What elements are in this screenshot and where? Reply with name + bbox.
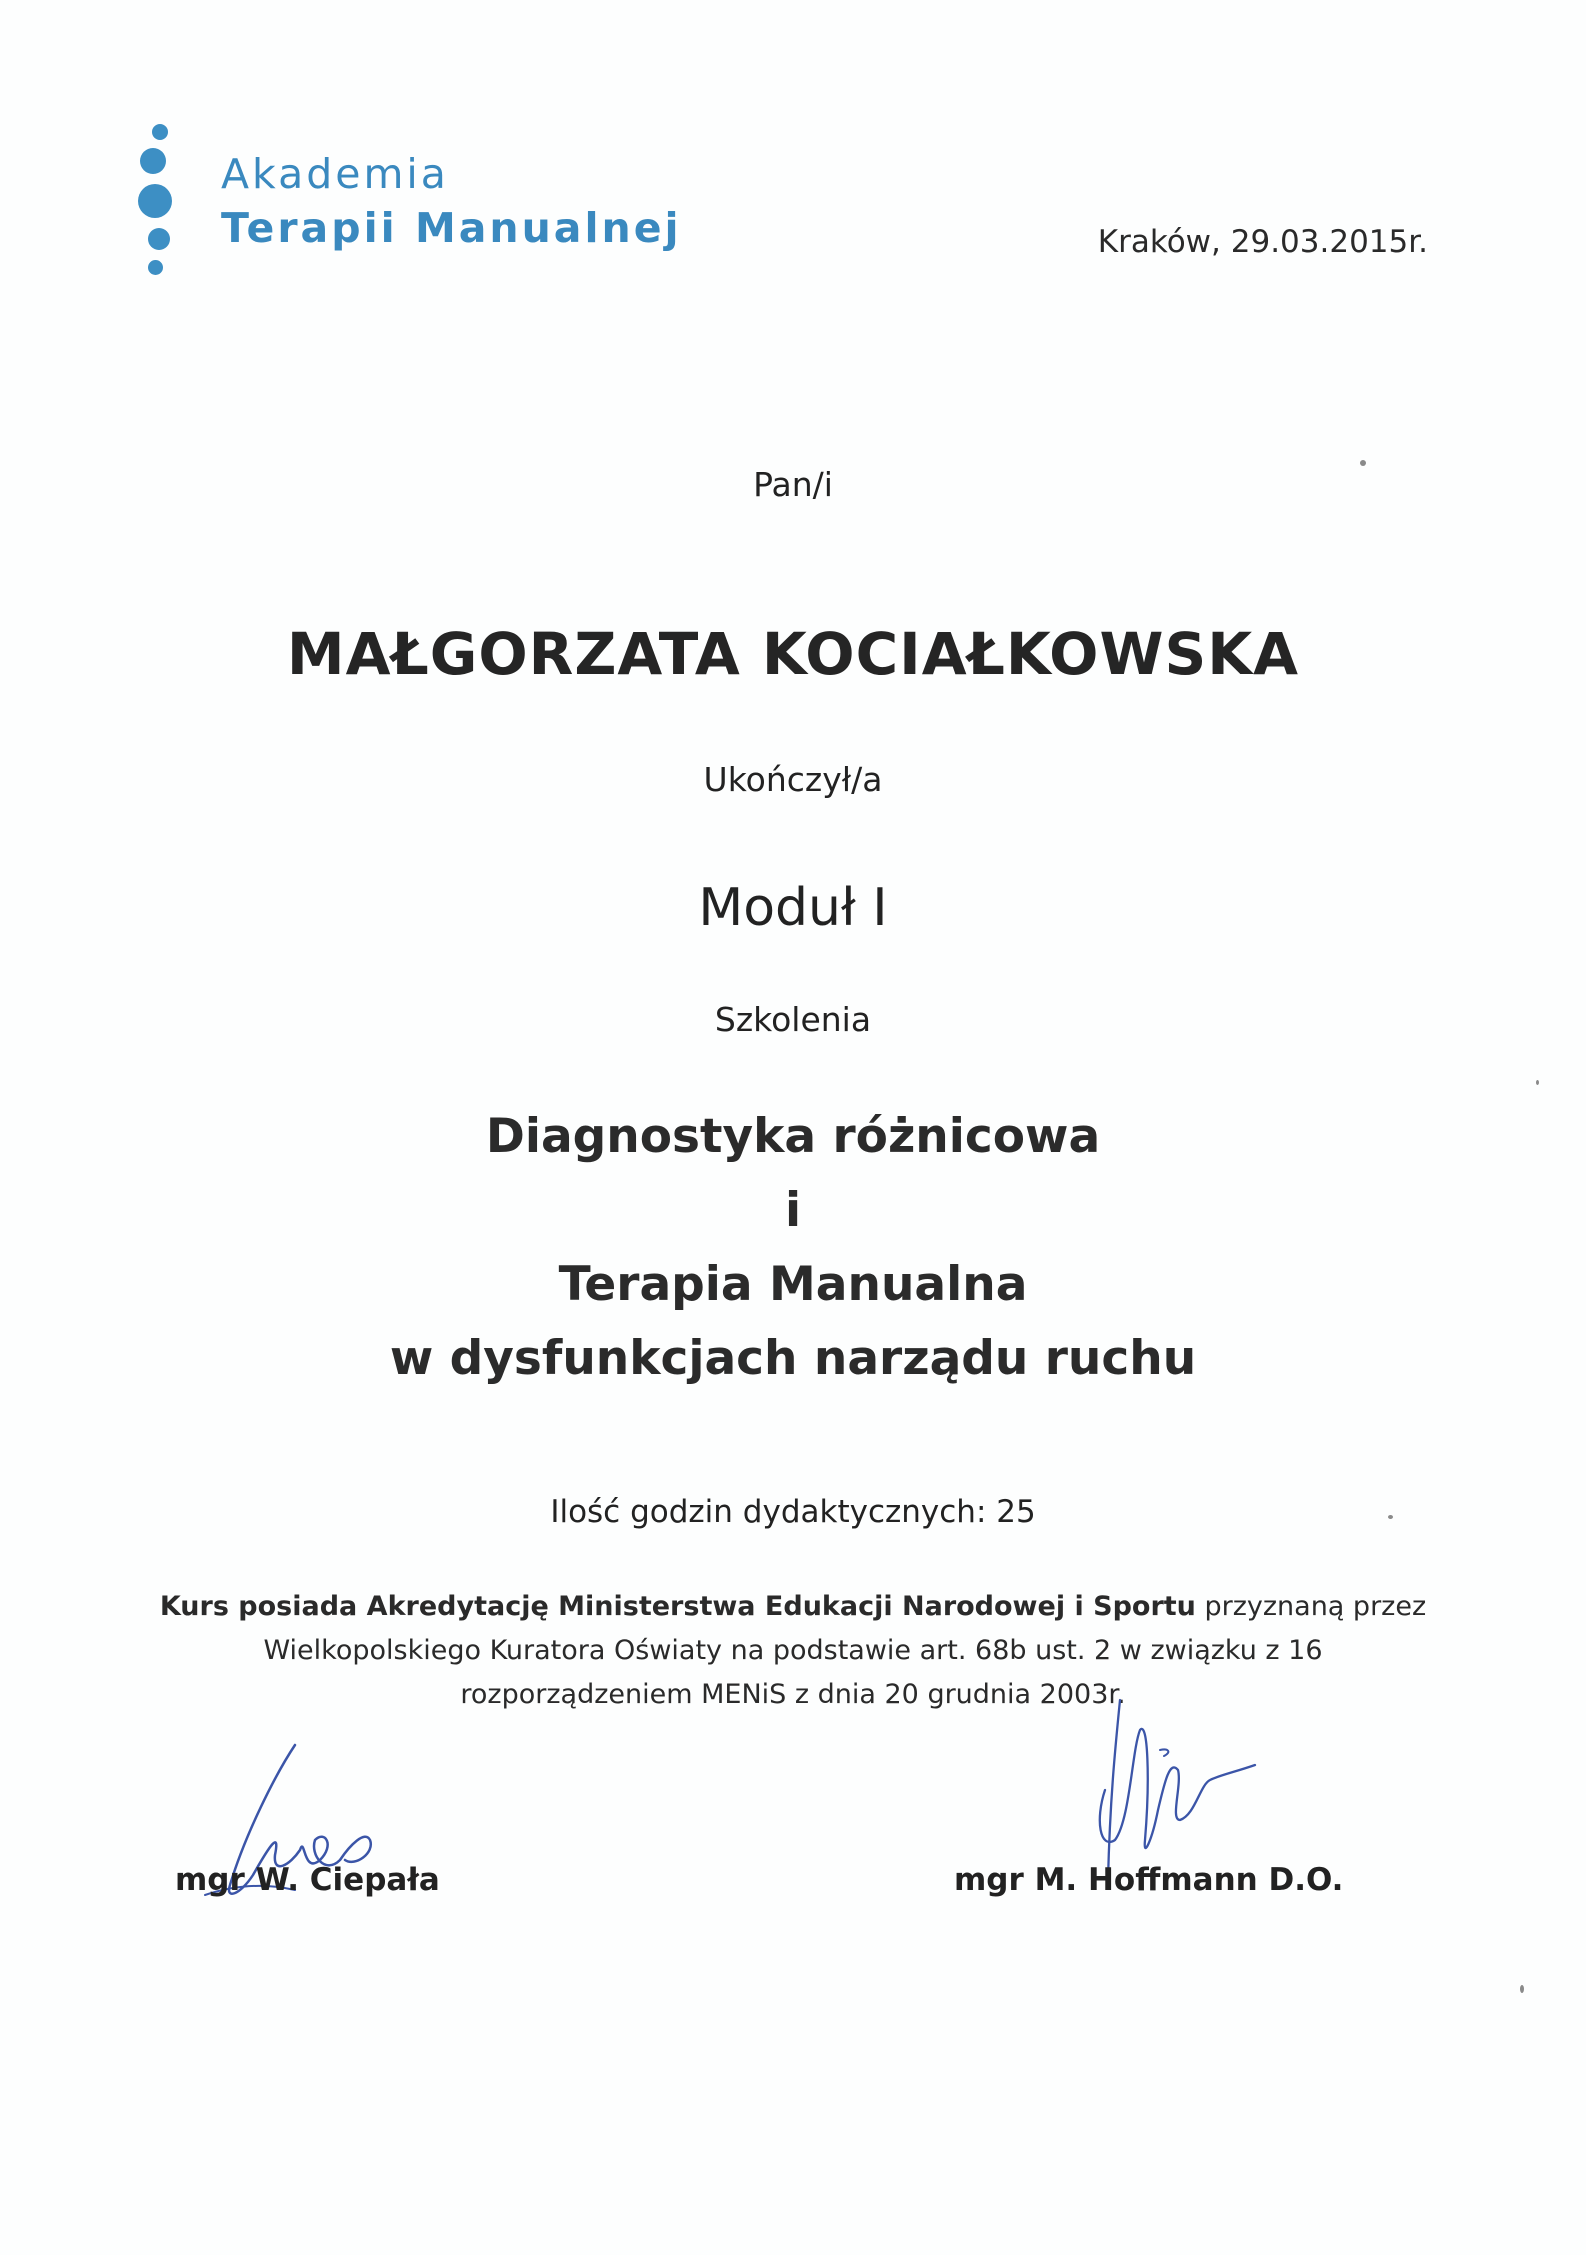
logo-wordmark bbox=[221, 148, 682, 256]
logo-dot bbox=[148, 260, 163, 275]
logo-line1: Akademia bbox=[221, 150, 449, 198]
course-title-line: w dysfunkcjach narządu ruchu bbox=[389, 1331, 1197, 1386]
signature-right bbox=[1060, 1690, 1290, 1890]
completed-label: Ukończył/a bbox=[703, 760, 883, 799]
course-title-line: i bbox=[784, 1183, 802, 1238]
recipient-name: MAŁGORZATA KOCIAŁKOWSKA bbox=[286, 620, 1300, 688]
course-title-line: Terapia Manualna bbox=[558, 1257, 1028, 1312]
issue-date: Kraków, 29.03.2015r. bbox=[1097, 224, 1428, 260]
course-title bbox=[0, 1100, 1586, 1396]
logo-dot bbox=[138, 184, 172, 218]
logo-dot bbox=[152, 124, 168, 140]
scan-speck bbox=[1520, 1985, 1524, 1993]
accreditation-line2: Wielkopolskiego Kuratora Oświaty na podstawie art. 68b ust. 2 w związku z 16 bbox=[263, 1635, 1323, 1666]
accreditation-line1 bbox=[0, 1585, 1586, 1629]
logo-dot bbox=[140, 148, 166, 174]
module-title: Moduł I bbox=[698, 878, 888, 938]
salutation: Pan/i bbox=[753, 465, 833, 504]
academy-logo bbox=[128, 118, 688, 298]
logo-line2: Terapii Manualnej bbox=[221, 204, 682, 252]
training-label: Szkolenia bbox=[714, 1000, 872, 1039]
accreditation-bold: Kurs posiada Akredytację Ministerstwa Edukacji Narodowej i Sportu bbox=[159, 1591, 1196, 1622]
scan-speck bbox=[1536, 1080, 1539, 1085]
scan-speck bbox=[1360, 460, 1366, 466]
accreditation-line1-rest: przyznaną przez bbox=[1195, 1591, 1427, 1622]
didactic-hours: Ilość godzin dydaktycznych: 25 bbox=[550, 1494, 1036, 1530]
signatory-left: mgr W. Ciepała bbox=[175, 1862, 440, 1898]
course-title-line: Diagnostyka różnicowa bbox=[485, 1109, 1101, 1164]
logo-dot bbox=[148, 228, 170, 250]
accreditation-line3: rozporządzeniem MENiS z dnia 20 grudnia 2003r. bbox=[460, 1679, 1126, 1710]
accreditation-note bbox=[0, 1585, 1586, 1717]
signatory-right: mgr M. Hoffmann D.O. bbox=[954, 1862, 1344, 1898]
scan-speck bbox=[1388, 1515, 1393, 1519]
